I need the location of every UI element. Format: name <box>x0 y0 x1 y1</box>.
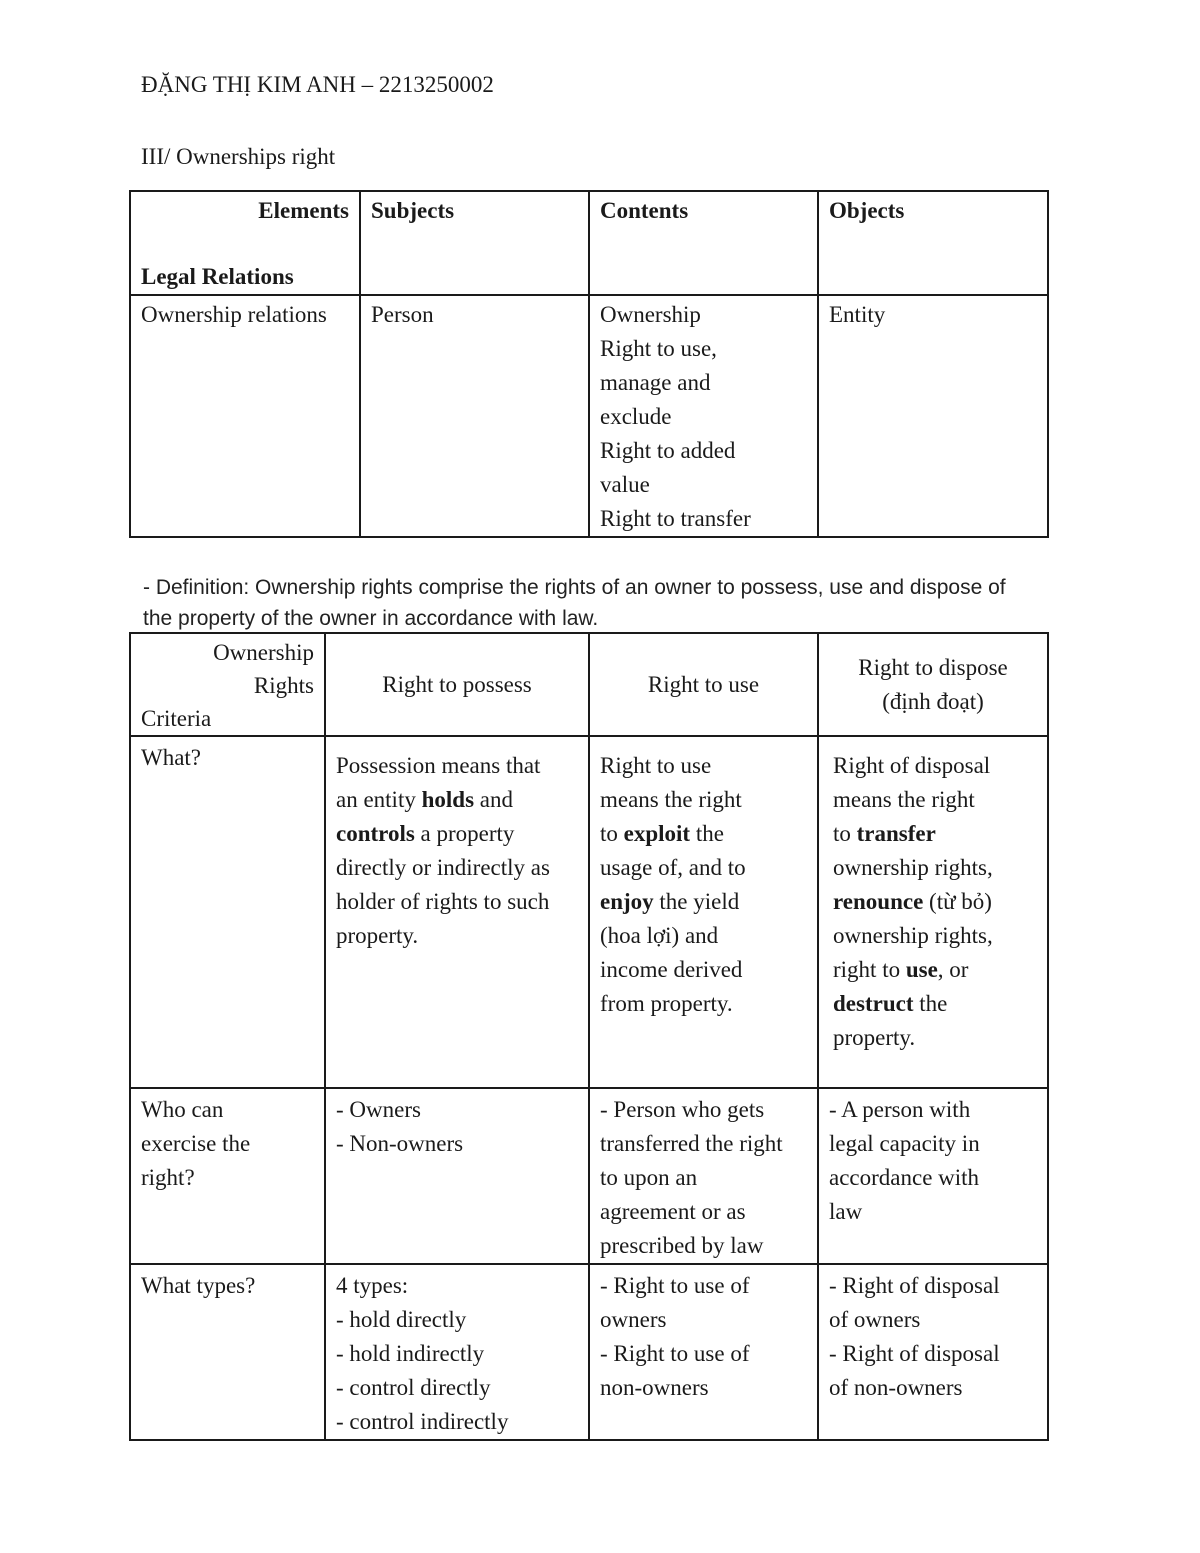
text-line: holder of rights to such <box>336 889 550 914</box>
cell-subjects: Person <box>360 295 589 537</box>
text-run: an entity <box>336 787 422 812</box>
corner-cell <box>130 191 360 295</box>
text-line: means the right <box>833 787 975 812</box>
cell-contents <box>589 295 818 537</box>
text-line <box>336 817 578 851</box>
text-line: - Right to use of <box>600 1273 750 1298</box>
cell-what-possess <box>325 736 589 1088</box>
text-line: prescribed by law <box>600 1233 764 1258</box>
text-line: Possession means that <box>336 753 541 778</box>
text-line <box>600 817 807 851</box>
ownership-rights-table <box>129 632 1049 1441</box>
text-line: of non-owners <box>829 1375 963 1400</box>
bold-term: exploit <box>623 821 691 846</box>
text-line: - Non-owners <box>336 1131 464 1156</box>
text-line: agreement or as <box>600 1199 746 1224</box>
text-line: - Right of disposal <box>829 1273 1000 1298</box>
dispose-title: Right to dispose <box>858 654 1008 680</box>
text-line: - Right to use of <box>600 1341 750 1366</box>
corner-elements: Elements <box>258 198 349 223</box>
dispose-subtitle: (định đoạt) <box>882 688 984 714</box>
content-line: Ownership <box>600 302 701 327</box>
corner-legal-relations: Legal Relations <box>141 264 294 289</box>
text-run: the yield <box>653 889 740 914</box>
cell-types-use <box>589 1264 818 1440</box>
legal-relations-table <box>129 190 1049 538</box>
cell-types-possess <box>325 1264 589 1440</box>
cell-who-possess <box>325 1088 589 1264</box>
corner-rights: Rights <box>253 673 314 698</box>
text-line <box>336 783 578 817</box>
cell-what-dispose <box>818 736 1048 1088</box>
section-title: III/ Ownerships right <box>141 144 336 169</box>
text-line: to upon an <box>600 1165 698 1190</box>
text-line: - hold directly <box>336 1307 467 1332</box>
text-run: the <box>690 821 724 846</box>
bold-term: controls <box>336 821 415 846</box>
text-line <box>833 953 1037 987</box>
text-line: non-owners <box>600 1375 709 1400</box>
content-line: manage and <box>600 370 711 395</box>
table-row <box>130 191 1048 295</box>
bold-term: holds <box>421 787 475 812</box>
content-line: Right to added <box>600 438 736 463</box>
text-line: ownership rights, <box>833 855 993 880</box>
text-run: and <box>474 787 513 812</box>
text-line: transferred the right <box>600 1131 783 1156</box>
text-line: Right to use <box>600 753 712 778</box>
header-contents: Contents <box>589 191 818 295</box>
cell-objects: Entity <box>818 295 1048 537</box>
text-run: (từ bỏ) <box>923 889 992 914</box>
text-line: usage of, and to <box>600 855 746 880</box>
table-row <box>130 1264 1048 1440</box>
bold-term: enjoy <box>600 889 654 914</box>
text-line <box>833 987 1037 1021</box>
header-right-to-use: Right to use <box>589 633 818 736</box>
text-line: ownership rights, <box>833 923 993 948</box>
text-line: 4 types: <box>336 1273 409 1298</box>
cell-who-dispose <box>818 1088 1048 1264</box>
text-line: means the right <box>600 787 742 812</box>
corner-criteria: Criteria <box>141 706 212 731</box>
text-run: , or <box>937 957 969 982</box>
cell-who-use <box>589 1088 818 1264</box>
text-line: accordance with <box>829 1165 980 1190</box>
row-label-who <box>130 1088 325 1264</box>
author-line: ĐẶNG THỊ KIM ANH – 2213250002 <box>141 72 494 97</box>
text-line: - Owners <box>336 1097 421 1122</box>
text-line: - hold indirectly <box>336 1341 485 1366</box>
header-right-to-possess: Right to possess <box>325 633 589 736</box>
text-line: property. <box>833 1025 916 1050</box>
header-objects: Objects <box>818 191 1048 295</box>
bold-term: transfer <box>856 821 936 846</box>
text-line: - control indirectly <box>336 1409 509 1434</box>
text-line: law <box>829 1199 863 1224</box>
text-line <box>600 885 807 919</box>
text-line: owners <box>600 1307 667 1332</box>
text-line: property. <box>336 923 419 948</box>
text-run: right to <box>833 957 906 982</box>
text-run: to <box>833 821 857 846</box>
bold-term: use <box>905 957 938 982</box>
text-line: - Right of disposal <box>829 1341 1000 1366</box>
text-line: of owners <box>829 1307 921 1332</box>
text-line: - Person who gets <box>600 1097 765 1122</box>
text-line: from property. <box>600 991 733 1016</box>
definition-line: the property of the owner in accordance with law. <box>143 607 599 630</box>
content-line: Right to transfer <box>600 506 751 531</box>
text-run: the <box>913 991 948 1016</box>
header-right-to-dispose <box>818 633 1048 736</box>
text-line: - A person with <box>829 1097 971 1122</box>
text-line <box>833 817 1037 851</box>
table-row <box>130 736 1048 1088</box>
header-subjects: Subjects <box>360 191 589 295</box>
bold-term: renounce <box>833 889 924 914</box>
text-line <box>833 885 1037 919</box>
row-label-types: What types? <box>130 1264 325 1440</box>
table-row <box>130 1088 1048 1264</box>
corner-ownership: Ownership <box>213 640 314 665</box>
definition-line: - Definition: Ownership rights comprise the rights of an owner to possess, use and dispose of <box>143 576 1006 599</box>
content-line: value <box>600 472 650 497</box>
corner-cell <box>130 633 325 736</box>
content-line: Right to use, <box>600 336 717 361</box>
cell-types-dispose <box>818 1264 1048 1440</box>
text-line: legal capacity in <box>829 1131 980 1156</box>
text-line: exercise the <box>141 1131 251 1156</box>
definition-paragraph <box>143 572 1043 634</box>
text-run: a property <box>414 821 515 846</box>
text-line: directly or indirectly as <box>336 855 550 880</box>
text-line: (hoa lợi) and <box>600 923 719 948</box>
text-line: income derived <box>600 957 743 982</box>
row-label-what: What? <box>130 736 325 1088</box>
cell-what-use <box>589 736 818 1088</box>
text-line: right? <box>141 1165 195 1190</box>
bold-term: destruct <box>833 991 914 1016</box>
table-row <box>130 295 1048 537</box>
table-row <box>130 633 1048 736</box>
text-line: - control directly <box>336 1375 491 1400</box>
content-line: exclude <box>600 404 672 429</box>
text-line: Right of disposal <box>833 753 991 778</box>
text-line: Who can <box>141 1097 224 1122</box>
text-run: to <box>600 821 624 846</box>
row-label: Ownership relations <box>130 295 360 537</box>
